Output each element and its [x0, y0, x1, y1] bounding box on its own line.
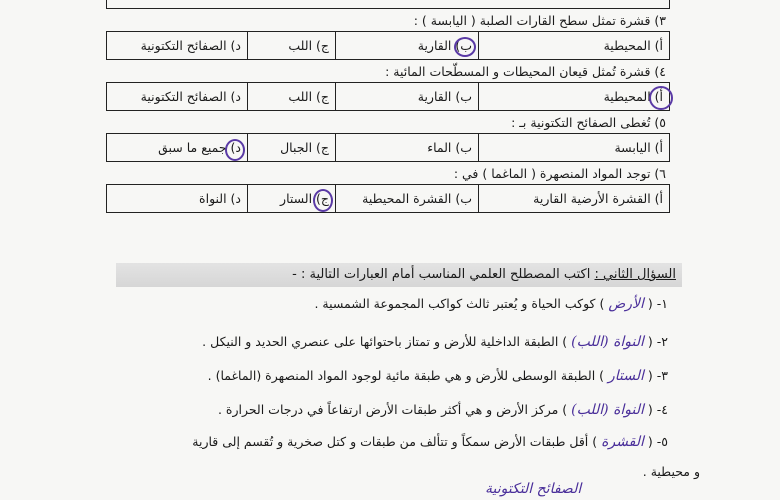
q3-option-b: ب) القارية: [335, 32, 478, 59]
fill-item-5-continuation: و محيطية .: [642, 464, 700, 479]
question-5-options: [106, 133, 670, 161]
q6-option-b: ب) القشرة المحيطية: [335, 185, 478, 212]
q3-option-c: ج) اللب: [247, 32, 335, 59]
q4-option-d: د) الصفائح التكتونية: [140, 89, 241, 104]
handwritten-answer: الأرض: [608, 296, 644, 312]
handwritten-answer: القشرة: [601, 434, 644, 450]
fill-item-3: ٣- ( الستار ) الطبقة الوسطى للأرض و هي طبقة مائية لوجود المواد المنصهرة (الماغما) .: [207, 368, 668, 384]
q6-option-a: أ) القشرة الأرضية القارية: [478, 185, 669, 212]
previous-options-strip: [106, 0, 670, 9]
q5-option-b: ب) الماء: [335, 134, 478, 161]
question-4: ٤) قشرة تُمثل قيعان المحيطات و المسطّحات المائية :: [106, 59, 670, 82]
answer-circle: [454, 37, 476, 57]
q4-option-c: ج) اللب: [247, 83, 335, 110]
fill-item-4: ٤- ( النواة (اللب) ) مركز الأرض و هي أكثر طبقات الأرض ارتفاعاً في درجات الحرارة .: [217, 402, 668, 418]
question-6: ٦) توجد المواد المنصهرة ( الماغما ) في :: [106, 161, 670, 184]
handwritten-answer: النواة (اللب): [571, 402, 644, 418]
fill-item-2: ٢- ( النواة (اللب) ) الطبقة الداخلية للأرض و تمتاز باحتوائها على عنصري الحديد و النيكل .: [202, 334, 668, 350]
fill-item-1: ١- ( الأرض ) كوكب الحياة و يُعتبر ثالث كواكب المجموعة الشمسية .: [314, 296, 668, 312]
section-2-label: السؤال الثاني :: [594, 267, 676, 282]
question-5: ٥) تُغطى الصفائح التكتونية بـ :: [106, 110, 670, 133]
section-2-heading: [116, 263, 682, 287]
handwritten-answer-bottom: الصفائح التكتونية: [485, 481, 582, 497]
handwritten-answer: النواة (اللب): [571, 334, 644, 350]
q4-option-a: أ) المحيطية: [478, 83, 669, 110]
question-6-options: [106, 184, 670, 213]
q4-option-b: ب) القارية: [335, 83, 478, 110]
q5-option-c: ج) الجبال: [247, 134, 335, 161]
handwritten-answer: الستار: [608, 368, 644, 384]
q5-option-a: أ) اليابسة: [478, 134, 669, 161]
question-4-options: [106, 82, 670, 110]
q3-option-a: أ) المحيطية: [478, 32, 669, 59]
fill-item-5: ٥- ( القشرة ) أقل طبقات الأرض سمكاً و تتألف من طبقات و كتل صخرية و تُقسم إلى قارية: [192, 434, 668, 450]
question-3-options: [106, 31, 670, 59]
question-3: ٣) قشرة تمثل سطح القارات الصلبة ( اليابسة ) :: [413, 13, 666, 28]
mcq-section: [106, 0, 670, 213]
q6-option-d: د) النواة: [199, 191, 241, 206]
answer-circle: [225, 139, 245, 161]
answer-circle: [313, 189, 333, 212]
section-2-instruction: اكتب المصطلح العلمي المناسب أمام العبارات التالية : -: [292, 267, 595, 282]
q3-option-d: د) الصفائح التكتونية: [140, 38, 241, 53]
q6-option-c: ج) الستار: [247, 185, 335, 212]
answer-circle: [649, 86, 673, 110]
q5-option-d: د) جميع ما سبق: [107, 134, 247, 161]
